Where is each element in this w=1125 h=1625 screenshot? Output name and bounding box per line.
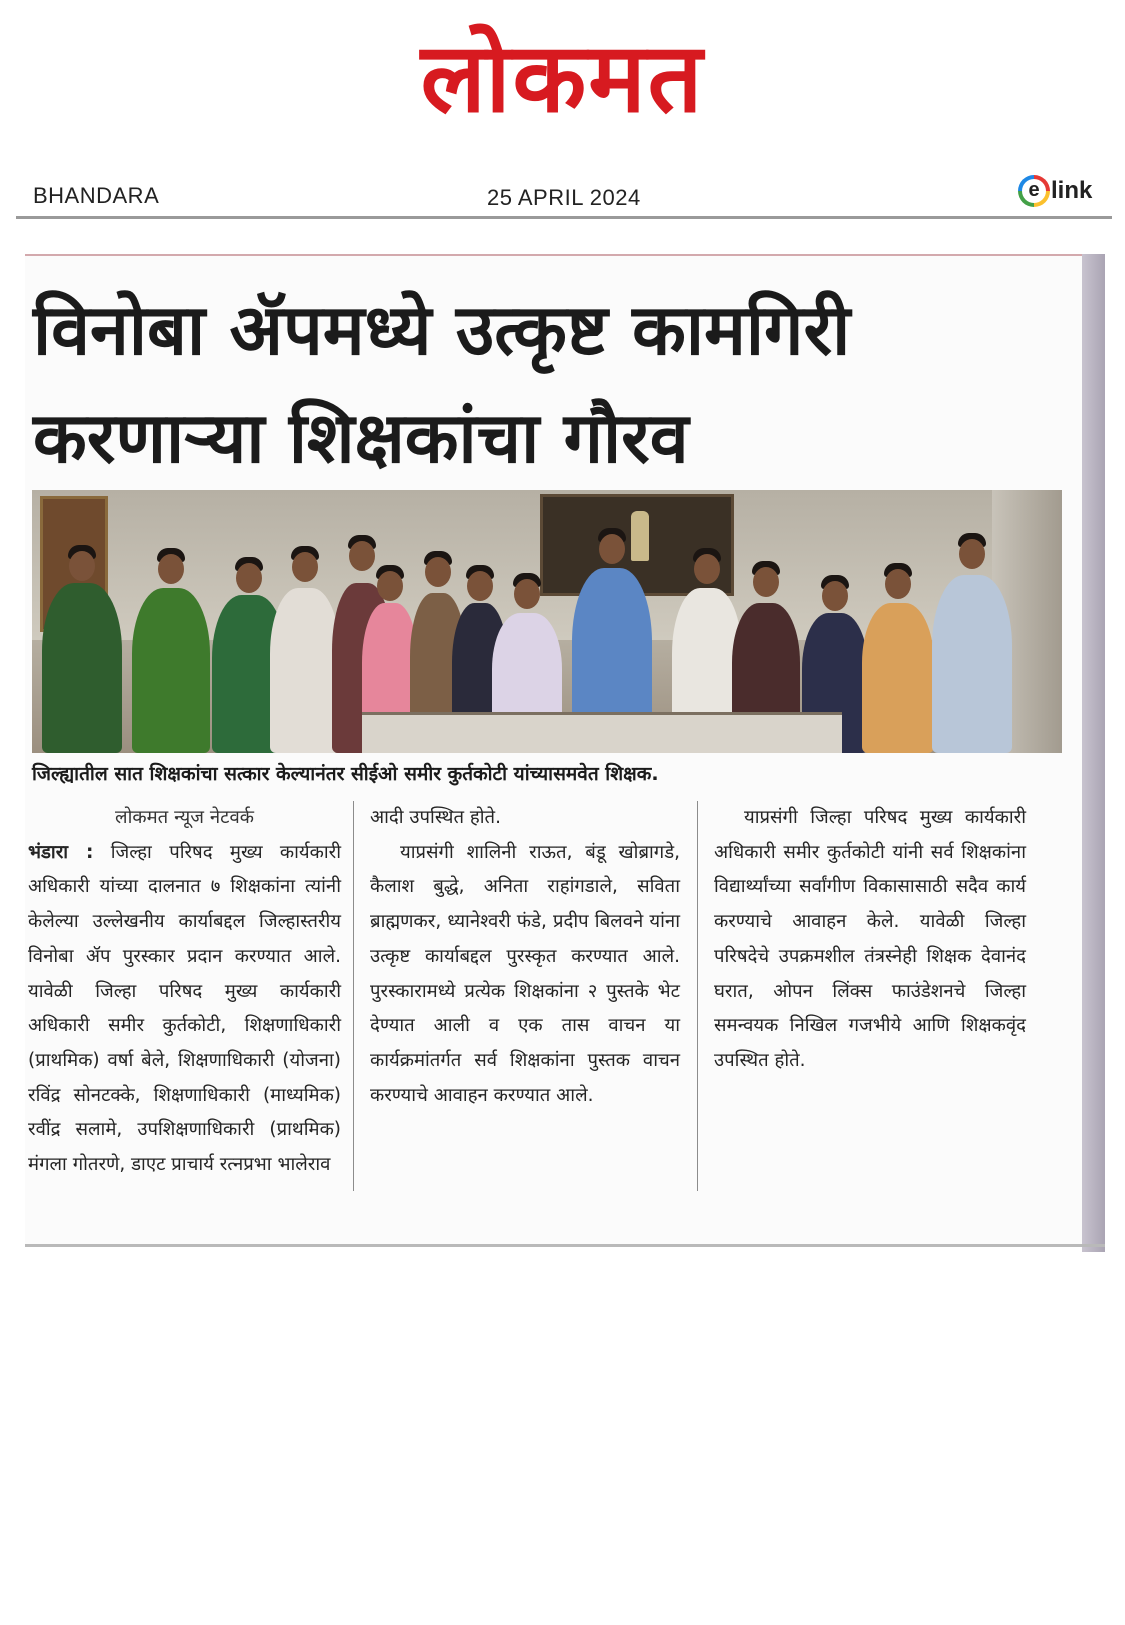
article-column-1	[28, 801, 341, 1183]
elink-logo	[1018, 174, 1092, 208]
photo-person	[132, 588, 210, 753]
edition-city: BHANDARA	[33, 183, 160, 208]
article-paragraph-3: याप्रसंगी जिल्हा परिषद मुख्य कार्यकारी अधिकारी समीर कुर्तकोटी यांनी सर्व शिक्षकांना विद्यार्थ्यांच्या सर्वांगीण विकासासाठी सदैव कार्य करण्याचे आवाहन केले. यावेळी जिल्हा परिषदेचे उपक्रमशील तंत्रस्नेही शिक्षक देवानंद घरात, ओपन लिंक्स फाउंडेशनचे जिल्हा समन्वयक निखिल गजभीये आणि शिक्षकवृंद उपस्थित होते.	[714, 807, 1026, 1071]
column-divider	[353, 801, 354, 1191]
elink-e-icon: e	[1018, 175, 1050, 207]
article-photo	[32, 490, 1062, 753]
article-dateline: भंडारा :	[28, 841, 94, 863]
elink-wordmark: link	[1051, 177, 1093, 204]
article-headline: विनोबा ॲपमध्ये उत्कृष्ट कामगिरी करणाऱ्या शिक्षकांचा गौरव	[33, 289, 851, 479]
header-divider	[16, 216, 1112, 219]
article-paragraph-2: याप्रसंगी शालिनी राऊत, बंडू खोब्रागडे, कैलाश बुद्धे, अनिता राहांगडाले, सविता ब्राह्मणकर, ध्यानेश्वरी फंडे, प्रदीप बिलवने यांना उत्कृष्ट कार्याबद्दल पुरस्कृत करण्यात आले. पुरस्कारामध्ये प्रत्येक शिक्षकांना २ पुस्तके भेट देण्यात आली व एक तास वाचन या कार्यक्रमांतर्गत सर्व शिक्षकांना पुस्तक वाचन करण्याचे आवाहन करण्यात आले.	[370, 841, 680, 1106]
clipping-shadow	[1082, 254, 1105, 1252]
logo-wordmark: लोकमत	[420, 22, 705, 134]
office-desk	[362, 712, 842, 753]
photo-person	[862, 603, 934, 753]
photo-person	[270, 588, 340, 753]
column-divider	[697, 801, 698, 1191]
article-paragraph-1-continued: आदी उपस्थित होते.	[370, 807, 501, 828]
photo-person	[42, 583, 122, 753]
news-clipping	[25, 254, 1082, 1244]
article-paragraph-1: जिल्हा परिषद मुख्य कार्यकारी अधिकारी यांच्या दालनात ७ शिक्षकांना त्यांनी केलेल्या उल्लेखनीय कार्याबद्दल जिल्हास्तरीय विनोबा ॲप पुरस्कार प्रदान करण्यात आले. यावेळी जिल्हा परिषद मुख्य कार्यकारी अधिकारी समीर कुर्तकोटी, शिक्षणाधिकारी (प्राथमिक) वर्षा बेले, शिक्षणाधिकारी (योजना) रविंद्र सोनटक्के, शिक्षणाधिकारी (माध्यमिक) रवींद्र सलामे, उपशिक्षणाधिकारी (प्राथमिक) मंगला गोतरणे, डाएट प्राचार्य रत्नप्रभा भालेराव	[28, 841, 341, 1176]
photo-person	[932, 575, 1012, 753]
article-column-2	[370, 801, 680, 1113]
clipping-bottom-edge	[25, 1244, 1105, 1247]
edition-date: 25 APRIL 2024	[487, 185, 641, 210]
article-column-3	[714, 801, 1026, 1079]
article-byline: लोकमत न्यूज नेटवर्क	[115, 807, 254, 828]
newspaper-logo	[0, 22, 1125, 134]
photo-caption: जिल्ह्यातील सात शिक्षकांचा सत्कार केल्यानंतर सीईओ समीर कुर्तकोटी यांच्यासमवेत शिक्षक.	[32, 763, 659, 785]
